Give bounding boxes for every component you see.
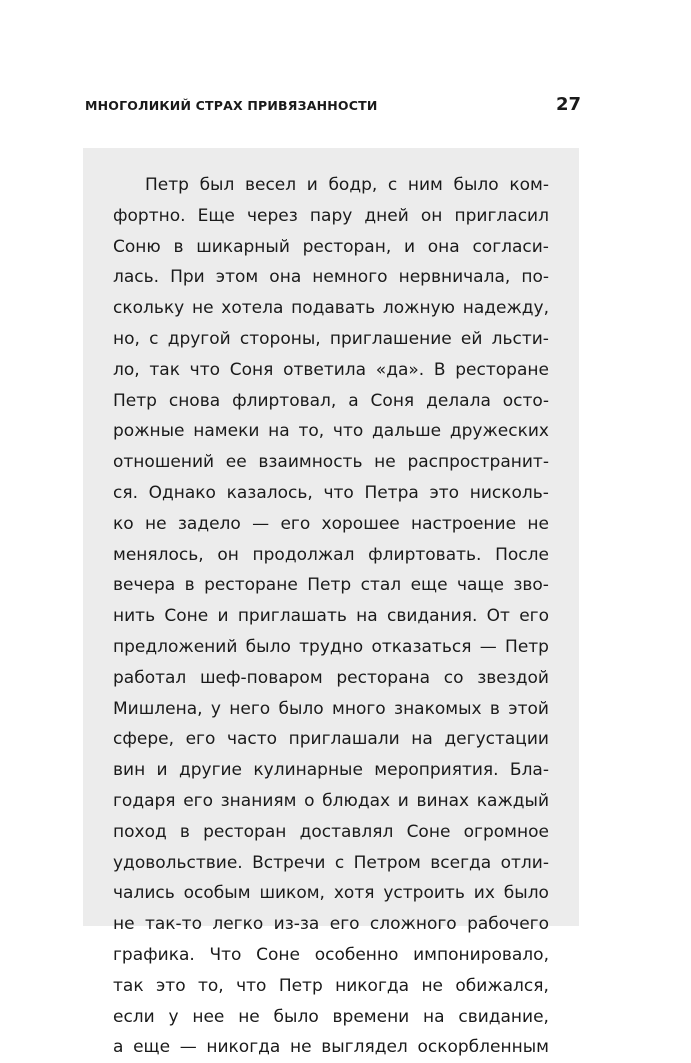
running-title: МНОГОЛИКИЙ СТРАХ ПРИВЯЗАННОСТИ (85, 98, 378, 113)
text-line: а еще — никогда не выглядел оскорбленным (113, 1037, 549, 1058)
text-line: вечера в ресторане Петр стал еще чаще зво- (113, 575, 549, 596)
highlighted-text-box (83, 148, 579, 1058)
text-line: нить Соне и приглашать на свидания. От его (113, 606, 549, 627)
text-line: не так-то легко из-за его сложного рабочего (113, 914, 549, 935)
text-line: графика. Что Соне особенно импонировало, (113, 944, 549, 965)
text-line: скольку не хотела подавать ложную надежду, (113, 298, 549, 319)
text-line: Петр снова флиртовал, а Соня делала осто- (113, 390, 549, 411)
text-line: так это то, что Петр никогда не обижался, (113, 975, 549, 996)
text-line: удовольствие. Встречи с Петром всегда отли- (113, 852, 549, 873)
text-line: чались особым шиком, хотя устроить их было (113, 883, 549, 904)
text-line: лась. При этом она немного нервничала, по- (113, 267, 549, 288)
text-line: ло, так что Соня ответила «да». В ресторане (113, 359, 549, 380)
running-header (85, 94, 585, 120)
text-line: работал шеф-поваром ресторана со звездой (113, 667, 549, 688)
text-line: отношений ее взаимность не распространит- (113, 452, 549, 473)
text-line: но, с другой стороны, приглашение ей льсти- (113, 328, 549, 349)
text-line: вин и другие кулинарные мероприятия. Бла- (113, 760, 549, 781)
text-line: ко не задело — его хорошее настроение не (113, 513, 549, 534)
text-line: сфере, его часто приглашали на дегустации (113, 729, 549, 750)
body-text (113, 170, 549, 1063)
page-number: 27 (555, 94, 581, 115)
text-line: Петр был весел и бодр, с ним было ком- (145, 175, 549, 195)
text-line: менялось, он продолжал флиртовать. После (113, 544, 549, 565)
text-line: фортно. Еще через пару дней он пригласил (113, 205, 549, 226)
text-line: ся. Однако казалось, что Петра это нисколь- (113, 482, 549, 503)
text-line: поход в ресторан доставлял Соне огромное (113, 821, 549, 842)
text-line: годаря его знаниям о блюдах и винах каждый (113, 790, 549, 811)
text-line: предложений было трудно отказаться — Петр (113, 636, 549, 657)
text-line: Мишлена, у него было много знакомых в этой (113, 698, 549, 719)
text-line: рожные намеки на то, что дальше дружеских (113, 421, 549, 442)
text-line: Соню в шикарный ресторан, и она согласи- (113, 236, 549, 257)
text-line: если у нее не было времени на свидание, (113, 1006, 549, 1027)
